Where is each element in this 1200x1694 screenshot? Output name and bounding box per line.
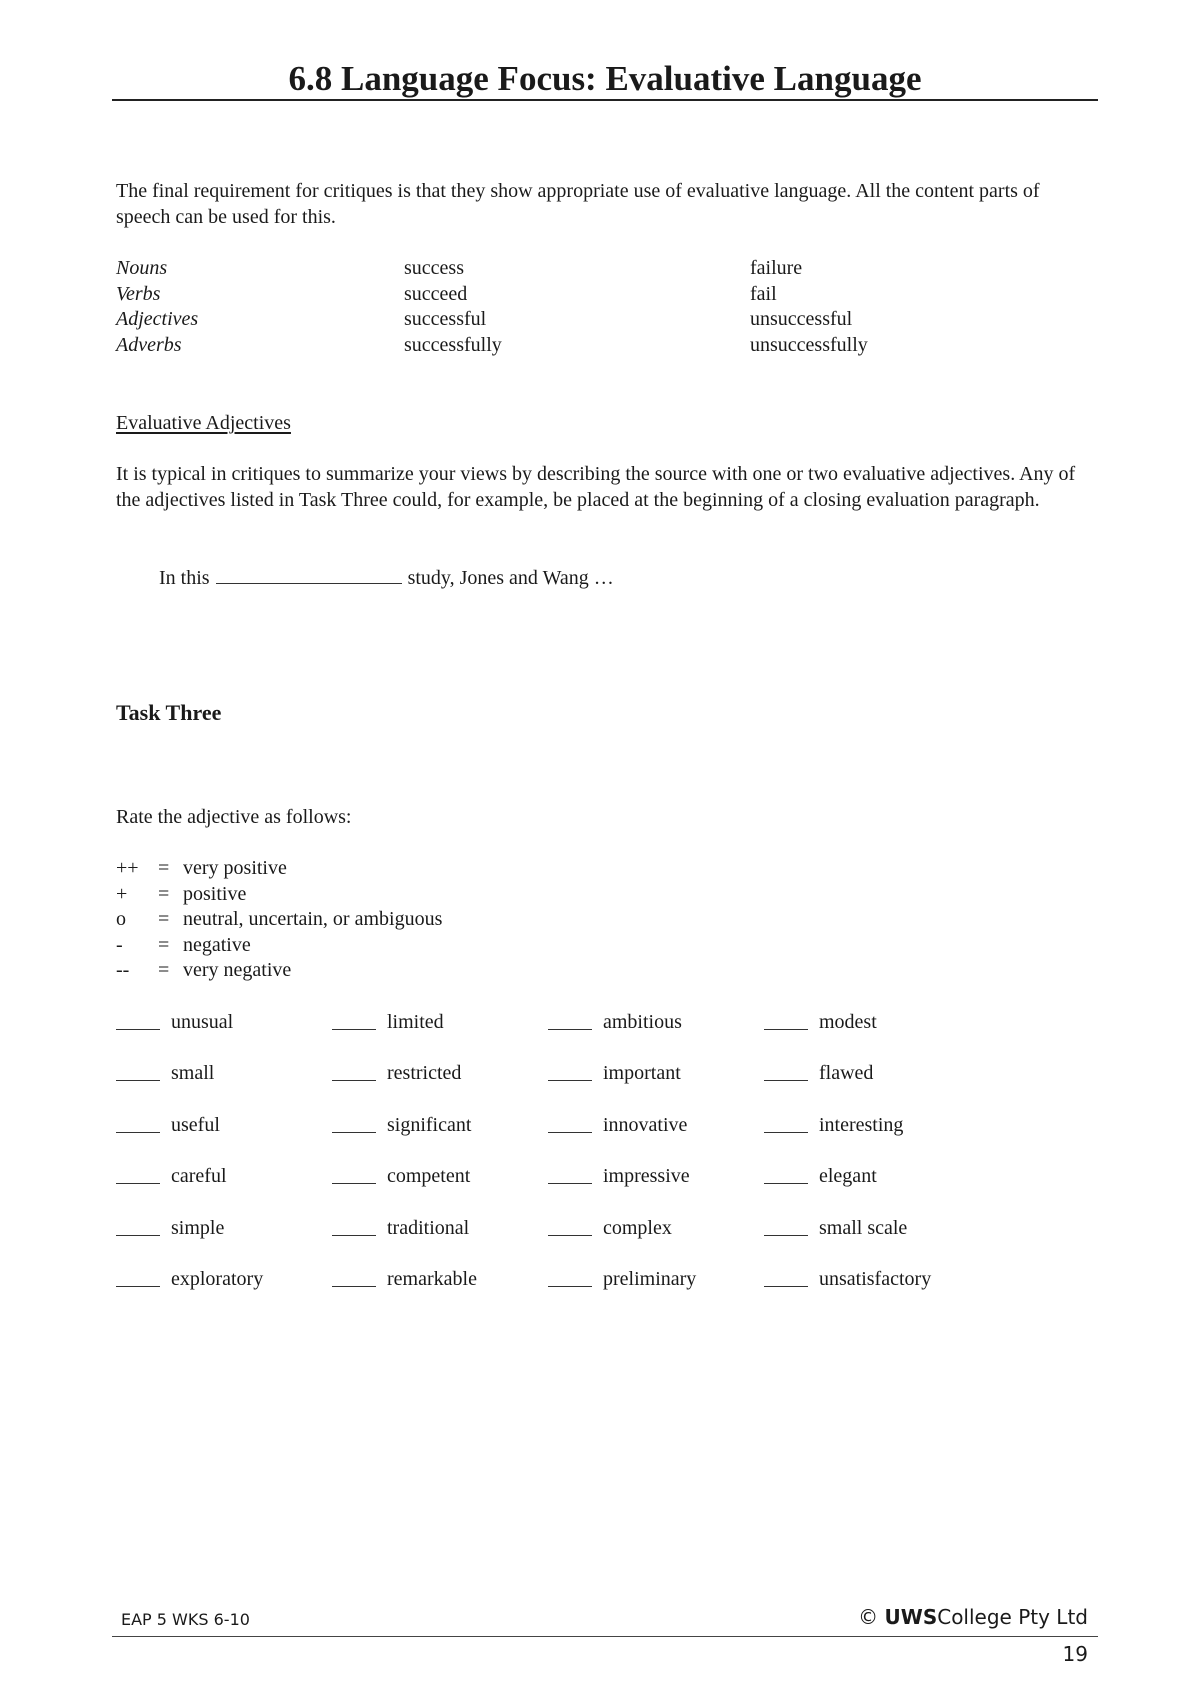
pos-negative: fail [750,282,777,305]
adjective-word: ambitious [603,1011,682,1033]
section-subheading: Evaluative Adjectives [116,412,291,434]
adjective-word: exploratory [171,1267,264,1290]
answer-blank[interactable] [116,1183,160,1184]
answer-blank[interactable] [332,1080,376,1081]
example-blank [216,565,402,584]
answer-blank[interactable] [332,1132,376,1133]
legend-equals: = [158,857,170,879]
adjective-word: important [603,1062,681,1085]
adjective-word: modest [819,1011,877,1033]
answer-blank[interactable] [116,1080,160,1081]
footer-divider [112,1636,1098,1637]
answer-blank[interactable] [332,1286,376,1287]
brand-rest: College Pty Ltd [937,1605,1088,1629]
legend-equals: = [158,933,170,956]
adjective-word: useful [171,1113,220,1136]
legend-symbol: ++ [116,857,139,879]
pos-negative: failure [750,257,803,279]
answer-blank[interactable] [332,1029,376,1030]
legend-symbol: o [116,908,126,931]
answer-blank[interactable] [548,1183,592,1184]
legend-equals: = [158,882,170,905]
answer-blank[interactable] [548,1029,592,1030]
pos-negative: unsuccessful [750,308,853,330]
page-title: 6.8 Language Focus: Evaluative Language [288,59,922,98]
legend-symbol: -- [116,959,130,982]
legend-meaning: very negative [183,959,292,982]
intro-paragraph: The final requirement for critiques is that they show appropriate use of evaluative language. All the content parts of speech can be used for this. [116,180,1040,228]
adjective-word: small scale [819,1216,908,1239]
answer-blank[interactable] [764,1029,808,1030]
adjective-word: careful [171,1165,227,1188]
adjective-word: preliminary [603,1267,697,1290]
footer-copyright [858,1605,1088,1629]
adjective-word: interesting [819,1113,904,1136]
answer-blank[interactable] [548,1286,592,1287]
adjective-word: limited [387,1011,444,1033]
answer-blank[interactable] [116,1132,160,1133]
adjective-word: elegant [819,1165,877,1188]
answer-blank[interactable] [548,1080,592,1081]
answer-blank[interactable] [116,1029,160,1030]
legend-symbol: - [116,933,123,956]
legend-meaning: positive [183,882,247,905]
brand-bold: UWS [884,1605,938,1629]
pos-positive: successful [404,308,487,330]
legend-meaning: very positive [183,857,287,879]
answer-blank[interactable] [548,1132,592,1133]
answer-blank[interactable] [764,1286,808,1287]
legend-meaning: neutral, uncertain, or ambiguous [183,908,443,931]
example-after: study, Jones and Wang … [407,567,614,589]
task-heading: Task Three [116,700,222,725]
answer-blank[interactable] [764,1183,808,1184]
answer-blank[interactable] [332,1183,376,1184]
adjective-word: impressive [603,1165,690,1188]
answer-blank[interactable] [332,1235,376,1236]
adjective-word: restricted [387,1062,462,1085]
answer-blank[interactable] [116,1286,160,1287]
example-before: In this [159,567,210,589]
legend-meaning: negative [183,933,251,956]
adjective-word: small [171,1062,215,1085]
copyright-symbol: © [858,1605,879,1629]
rate-instructions: Rate the adjective as follows: [116,806,352,828]
adjective-word: complex [603,1216,672,1239]
adjectives-paragraph: It is typical in critiques to summarize your views by describing the source with one or two evaluative adjectives. Any of the adjectives listed in Task Three could, for example, be placed at the beginning of a closing evaluation paragraph. [116,463,1076,511]
answer-blank[interactable] [764,1132,808,1133]
pos-negative: unsuccessfully [750,333,868,356]
legend-equals: = [158,959,170,982]
pos-label: Verbs [116,282,161,305]
pos-label: Nouns [116,257,168,279]
footer-course-code: EAP 5 WKS 6-10 [121,1610,250,1629]
page-number: 19 [1062,1642,1088,1666]
adjective-word: flawed [819,1062,874,1085]
pos-positive: successfully [404,333,502,356]
title-underline [112,99,1098,101]
pos-positive: success [404,257,464,279]
adjective-word: remarkable [387,1267,477,1290]
adjective-word: competent [387,1165,471,1188]
adjective-word: innovative [603,1113,688,1136]
example-sentence [159,565,614,591]
answer-blank[interactable] [764,1235,808,1236]
legend-symbol: + [116,882,128,905]
adjective-word: significant [387,1113,472,1136]
answer-blank[interactable] [548,1235,592,1236]
pos-label: Adjectives [116,308,199,330]
adjective-word: simple [171,1216,225,1239]
adjective-word: traditional [387,1216,470,1239]
pos-label: Adverbs [116,333,182,356]
legend-equals: = [158,908,170,931]
adjective-word: unsatisfactory [819,1267,932,1290]
pos-positive: succeed [404,282,468,305]
answer-blank[interactable] [116,1235,160,1236]
adjective-word: unusual [171,1011,234,1033]
answer-blank[interactable] [764,1080,808,1081]
